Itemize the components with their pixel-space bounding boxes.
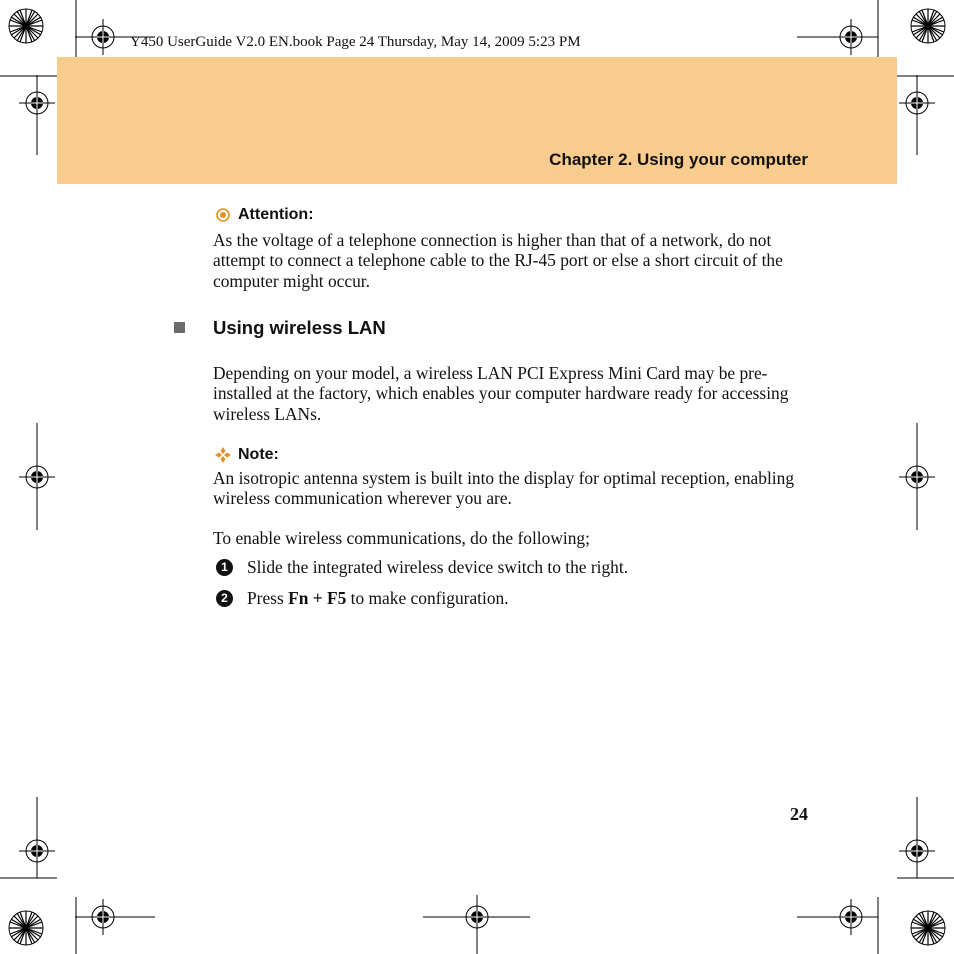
step-2-text-pre: Press [247,588,289,608]
note-diamond-icon [214,446,232,464]
step-2-text [247,588,509,609]
page-number: 24 [790,804,808,824]
note-text: An isotropic antenna system is built into the display for optimal reception, enabling wireless communication wherever you are. [213,468,795,509]
note-label: Note: [238,446,279,463]
step-2-text-post: to make configuration. [346,588,509,608]
chapter-title: Chapter 2. Using your computer [549,150,808,169]
step-2-number-badge: 2 [216,590,233,607]
attention-label: Attention: [238,206,314,223]
step-1-text: Slide the integrated wireless device switch to the right. [247,557,629,577]
attention-text: As the voltage of a telephone connection is higher than that of a network, do not attempt to connect a telephone cable to the RJ-45 port or else a short circuit of the computer might occur. [213,230,783,291]
attention-circle-icon [215,207,231,223]
square-bullet-icon [174,322,185,333]
steps-intro: To enable wireless communications, do the following; [213,528,590,548]
step-1-number-badge: 1 [216,559,233,576]
section-heading: Using wireless LAN [213,317,386,338]
key-combination: Fn + F5 [288,588,347,608]
book-file-slug: Y450 UserGuide V2.0 EN.book Page 24 Thursday, May 14, 2009 5:23 PM [130,34,581,50]
section-intro: Depending on your model, a wireless LAN PCI Express Mini Card may be pre-installed at the factory, which enables your computer hardware ready for accessing wireless LANs. [213,363,789,424]
